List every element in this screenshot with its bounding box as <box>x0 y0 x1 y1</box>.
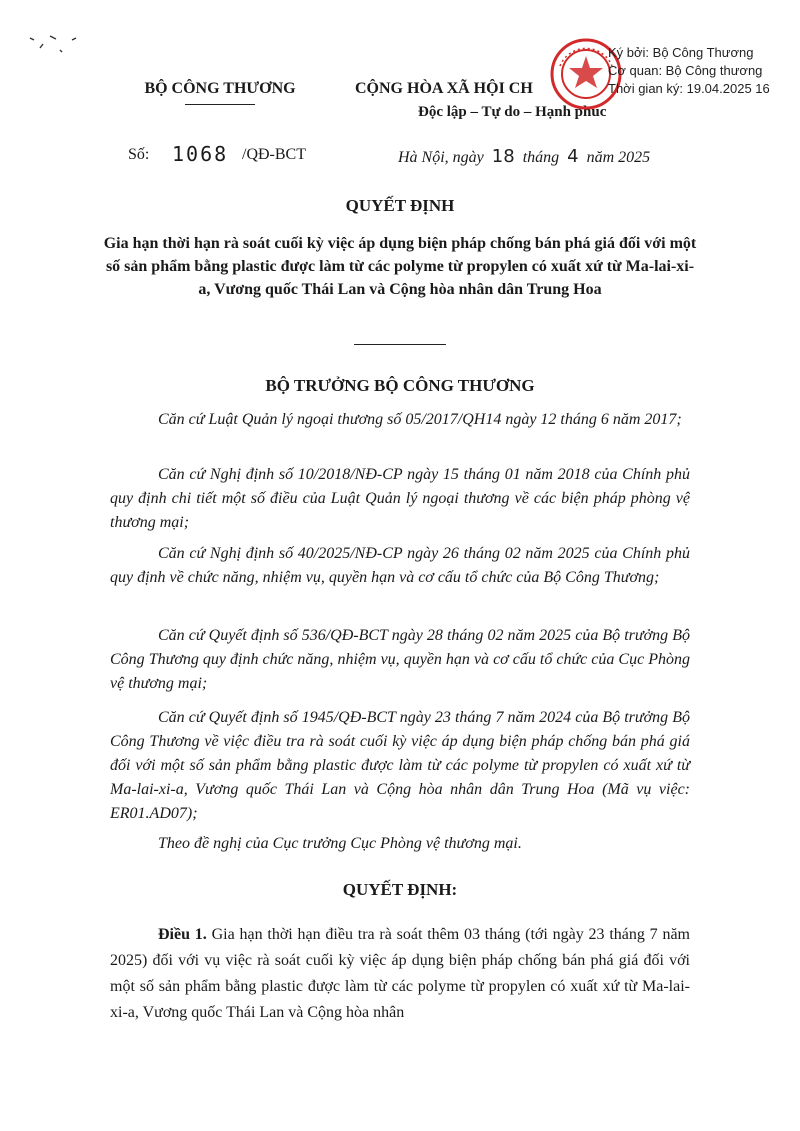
ministry-name: BỘ CÔNG THƯƠNG <box>144 80 296 97</box>
place-date-prefix: Hà Nội, ngày <box>398 149 484 166</box>
ministry-underline <box>185 104 255 105</box>
signing-agency: Cơ quan: Bộ Công thương <box>608 63 763 78</box>
place-date <box>398 146 650 167</box>
margin-scribble <box>26 30 86 60</box>
article-1-label: Điều 1. <box>158 926 207 943</box>
decision-number: 1068 <box>172 142 229 166</box>
authority-heading: BỘ TRƯỞNG BỘ CÔNG THƯƠNG <box>265 376 535 395</box>
document-subtitle: Gia hạn thời hạn rà soát cuối kỳ việc áp dụng biện pháp chống bán phá giá đối với một số sản phẩm bằng plastic được làm từ các polyme từ propylen có xuất xứ từ Ma-lai-xi-a, Vương quốc Thái Lan và Cộng hòa nhân dân Trung Hoa <box>103 235 697 298</box>
republic-name: CỘNG HÒA XÃ HỘI CH <box>355 80 533 97</box>
year-label: năm 2025 <box>586 149 651 166</box>
month-label: tháng <box>522 149 560 166</box>
basis-paragraph: Căn cứ Nghị định số 40/2025/NĐ-CP ngày 26 tháng 02 năm 2025 của Chính phủ quy định về chức năng, nhiệm vụ, quyền hạn và cơ cấu tổ chức của Bộ Công Thương; <box>110 545 690 586</box>
basis-paragraph: Căn cứ Nghị định số 10/2018/NĐ-CP ngày 15 tháng 01 năm 2018 của Chính phủ quy định chi tiết một số điều của Luật Quản lý ngoại thương về các biện pháp phòng vệ thương mại; <box>110 466 690 531</box>
signed-by: Ký bởi: Bộ Công Thương <box>608 45 754 60</box>
basis-paragraph: Căn cứ Luật Quản lý ngoại thương số 05/2017/QH14 ngày 12 tháng 6 năm 2017; <box>158 411 682 428</box>
signing-time: Thời gian ký: 19.04.2025 16 <box>608 81 770 96</box>
number-suffix: /QĐ-BCT <box>242 146 306 163</box>
basis-paragraph: Căn cứ Quyết định số 1945/QĐ-BCT ngày 23 tháng 7 năm 2024 của Bộ trưởng Bộ Công Thương về việc điều tra rà soát cuối kỳ việc áp dụng biện pháp chống bán phá giá đối với một số sản phẩm bằng plastic được làm từ các polyme từ propylen có xuất xứ từ Ma-lai-xi-a, Vương quốc Thái Lan và Cộng hòa nhân dân Trung Hoa (Mã vụ việc: ER01.AD07); <box>110 709 690 822</box>
digital-signature-info <box>608 44 770 98</box>
article-1 <box>110 922 690 1026</box>
date-month: 4 <box>567 146 579 167</box>
article-1-text: Gia hạn thời hạn điều tra rà soát thêm 03 tháng (tới ngày 23 tháng 7 năm 2025) đối với vụ việc rà soát cuối kỳ việc áp dụng biện pháp chống bán phá giá đối với một số sản phẩm bằng plastic được làm từ các polyme từ propylen có xuất xứ từ Ma-lai-xi-a, Vương quốc Thái Lan và Cộng hòa nhân <box>110 926 690 1021</box>
number-label: Số: <box>128 146 150 163</box>
date-day: 18 <box>491 146 515 167</box>
document-title: QUYẾT ĐỊNH <box>345 196 455 215</box>
title-divider <box>354 344 446 345</box>
basis-paragraph: Căn cứ Quyết định số 536/QĐ-BCT ngày 28 tháng 02 năm 2025 của Bộ trưởng Bộ Công Thương quy định chức năng, nhiệm vụ, quyền hạn và cơ cấu tổ chức của Cục Phòng vệ thương mại; <box>110 627 690 692</box>
proposal-paragraph: Theo đề nghị của Cục trưởng Cục Phòng vệ thương mại. <box>158 835 522 852</box>
decision-heading: QUYẾT ĐỊNH: <box>342 880 458 899</box>
national-motto: Độc lập – Tự do – Hạnh phúc <box>418 104 607 120</box>
